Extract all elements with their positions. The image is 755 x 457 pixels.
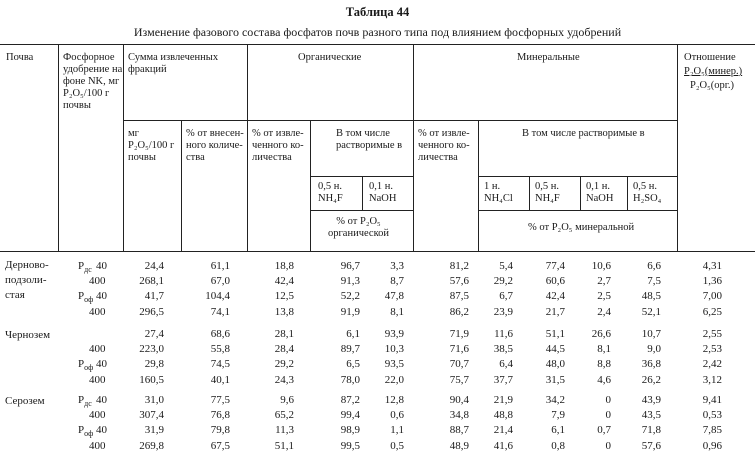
- table-cell: 0,6: [390, 409, 404, 422]
- table-cell: 51,1: [545, 328, 565, 340]
- table-cell: 18,8: [274, 260, 294, 272]
- table-cell: 21,4: [493, 424, 513, 437]
- table-cell: 2,5: [597, 290, 611, 303]
- table-cell: 6,25: [702, 305, 722, 318]
- table-cell: 99,5: [340, 439, 360, 452]
- fertilizer-dose: 40: [96, 290, 107, 303]
- table-cell: 29,8: [144, 358, 164, 371]
- fertilizer-type: оф: [84, 295, 94, 305]
- fertilizer-type: оф: [84, 429, 94, 439]
- header-min-h2so4: 0,5 н. H₂SO₄: [633, 181, 662, 204]
- col-line-6: [362, 176, 363, 210]
- table-cell: 87,5: [449, 290, 469, 303]
- fertilizer-letter: P: [78, 260, 85, 272]
- table-cell: 0,5: [390, 439, 404, 452]
- table-cell: 77,5: [210, 394, 230, 406]
- header-org-nh4f: 0,5 н. NH₄F: [318, 181, 343, 204]
- col-line-9: [529, 176, 530, 210]
- table-cell: 91,9: [340, 305, 360, 318]
- table-cell: 76,8: [210, 409, 230, 422]
- table-cell: 47,8: [384, 290, 404, 303]
- table-cell: 13,8: [274, 305, 294, 318]
- header-mg: мг P₂O₅/100 г почвы: [128, 128, 175, 163]
- fertilizer-form: [78, 260, 92, 274]
- table-cell: 0,7: [597, 424, 611, 437]
- table-cell: 57,6: [641, 439, 661, 452]
- table-cell: 36,8: [641, 358, 661, 371]
- table-cell: 71,8: [641, 424, 661, 437]
- rule-min-sub: [478, 176, 677, 177]
- table-cell: 43,9: [641, 394, 661, 406]
- col-line-4: [247, 44, 248, 251]
- table-cell: 88,7: [449, 424, 469, 437]
- table-cell: 22,0: [384, 373, 404, 386]
- table-cell: 37,7: [493, 373, 513, 386]
- table-cell: 6,1: [551, 424, 565, 437]
- table-cell: 31,9: [144, 424, 164, 437]
- header-min-incl-soluble: В том числе растворимые в: [522, 128, 645, 139]
- table-cell: 70,7: [449, 358, 469, 371]
- table-title: Изменение фазового состава фосфатов почв разного типа под влиянием фосфорных удобрений: [133, 25, 622, 39]
- table-cell: 24,4: [144, 260, 164, 272]
- soil-name: Чернозем: [5, 329, 51, 341]
- table-cell: 11,3: [275, 424, 294, 437]
- header-min-pct-extracted: % от извле- ченного ко- личества: [418, 128, 470, 163]
- table-cell: 98,9: [340, 424, 360, 437]
- table-cell: 34,8: [449, 409, 469, 422]
- table-cell: 71,9: [449, 328, 469, 340]
- table-cell: 2,53: [702, 343, 722, 356]
- table-cell: 6,5: [346, 358, 360, 371]
- fertilizer-dose: 40: [96, 260, 107, 272]
- fertilizer-dose: 400: [89, 275, 106, 288]
- table-cell: 42,4: [274, 275, 294, 288]
- table-cell: 48,0: [545, 358, 565, 371]
- table-cell: 4,31: [702, 260, 722, 272]
- table-cell: 71,6: [449, 343, 469, 356]
- table-cell: 7,5: [647, 275, 661, 288]
- table-cell: 74,5: [210, 358, 230, 371]
- table-cell: 2,7: [597, 275, 611, 288]
- table-cell: 0: [605, 409, 611, 422]
- header-pct-applied: % от внесен- ного количе- ства: [186, 128, 244, 163]
- table-cell: 41,6: [493, 439, 513, 452]
- col-line-10: [580, 176, 581, 210]
- table-cell: 4,6: [597, 373, 611, 386]
- header-sum-fractions: Сумма извлеченных фракций: [128, 52, 219, 75]
- table-label: Таблица 44: [345, 5, 410, 19]
- header-ratio-label: Отношение: [684, 52, 736, 63]
- table-cell: 104,4: [205, 290, 230, 303]
- header-min-pct-of: % от P₂O₅ минеральной: [528, 222, 635, 233]
- table-cell: 77,4: [545, 260, 565, 272]
- fertilizer-dose: 400: [89, 409, 106, 422]
- col-line-7: [413, 44, 414, 251]
- table-cell: 96,7: [340, 260, 360, 272]
- col-line-3: [181, 120, 182, 251]
- table-cell: 10,3: [384, 343, 404, 356]
- table-cell: 21,9: [493, 394, 513, 406]
- table-cell: 2,4: [597, 305, 611, 318]
- table-cell: 99,4: [340, 409, 360, 422]
- header-min-nh4f: 0,5 н. NH₄F: [535, 181, 560, 204]
- table-cell: 11,6: [494, 328, 513, 340]
- header-ratio-numerator: P₂O₅(минер.): [684, 66, 743, 77]
- table-cell: 3,12: [702, 373, 722, 386]
- fertilizer-type: дс: [84, 265, 92, 275]
- rule-org-reagents: [310, 210, 413, 211]
- table-cell: 52,1: [641, 305, 661, 318]
- table-cell: 65,2: [274, 409, 294, 422]
- fertilizer-dose: 40: [96, 394, 107, 406]
- table-cell: 10,7: [641, 328, 661, 340]
- table-cell: 51,1: [274, 439, 294, 452]
- soil-name: Серозем: [5, 395, 45, 407]
- table-cell: 41,7: [144, 290, 164, 303]
- table-cell: 12,5: [274, 290, 294, 303]
- table-cell: 3,3: [390, 260, 404, 272]
- col-line-8: [478, 120, 479, 251]
- table-cell: 6,4: [499, 358, 513, 371]
- fertilizer-dose: 400: [89, 373, 106, 386]
- table-cell: 0: [605, 394, 611, 406]
- table-cell: 6,7: [499, 290, 513, 303]
- table-cell: 44,5: [545, 343, 565, 356]
- table-cell: 9,41: [702, 394, 722, 406]
- rule-header-bottom: [0, 251, 755, 252]
- table-cell: 268,1: [139, 275, 164, 288]
- rule-top: [0, 44, 755, 45]
- table-cell: 0: [605, 439, 611, 452]
- table-cell: 38,5: [493, 343, 513, 356]
- table-cell: 307,4: [139, 409, 164, 422]
- table-cell: 296,5: [139, 305, 164, 318]
- fertilizer-type: оф: [84, 363, 94, 373]
- soil-name: Дерново- подзоли- стая: [5, 259, 49, 301]
- table-cell: 160,5: [139, 373, 164, 386]
- col-line-1: [58, 44, 59, 251]
- table-cell: 7,85: [702, 424, 722, 437]
- header-org-pct-extracted: % от извле- ченного ко- личества: [252, 128, 304, 163]
- fertilizer-dose: 400: [89, 343, 106, 356]
- fertilizer-letter: P: [78, 290, 85, 303]
- table-cell: 1,36: [702, 275, 722, 288]
- table-cell: 23,9: [493, 305, 513, 318]
- table-cell: 34,2: [545, 394, 565, 406]
- table-cell: 31,5: [545, 373, 565, 386]
- col-line-5: [310, 120, 311, 251]
- table-cell: 42,4: [545, 290, 565, 303]
- col-line-2: [123, 44, 124, 251]
- table-cell: 6,6: [647, 260, 661, 272]
- table-cell: 12,8: [384, 394, 404, 406]
- table-cell: 43,5: [641, 409, 661, 422]
- table-cell: 79,8: [210, 424, 230, 437]
- table-cell: 67,5: [210, 439, 230, 452]
- rule-min-reagents: [478, 210, 677, 211]
- header-org-naoh: 0,1 н. NaOH: [369, 181, 397, 204]
- table-cell: 7,00: [702, 290, 722, 303]
- table-cell: 26,2: [641, 373, 661, 386]
- fertilizer-letter: P: [78, 424, 85, 437]
- table-cell: 78,0: [340, 373, 360, 386]
- table-cell: 89,7: [340, 343, 360, 356]
- header-min-naoh: 0,1 н. NaOH: [586, 181, 614, 204]
- header-org-pct-of: % от P₂O₅ органической: [328, 216, 390, 239]
- header-organic: Органические: [298, 52, 362, 63]
- header-soil: Почва: [6, 52, 34, 63]
- table-cell: 29,2: [274, 358, 294, 371]
- table-cell: 5,4: [499, 260, 513, 272]
- table-cell: 93,9: [384, 328, 404, 340]
- table-cell: 28,1: [274, 328, 294, 340]
- table-cell: 67,0: [210, 275, 230, 288]
- col-line-11: [627, 176, 628, 210]
- header-fertilizer: Фосфорное удобрение на фоне NK, мг P₂O₅/100 г почвы: [63, 52, 123, 111]
- table-cell: 6,1: [346, 328, 360, 340]
- table-cell: 48,5: [641, 290, 661, 303]
- table-cell: 93,5: [384, 358, 404, 371]
- fertilizer-form: [78, 290, 93, 304]
- table-cell: 8,1: [597, 343, 611, 356]
- table-cell: 2,42: [702, 358, 722, 371]
- header-ratio-denominator: P₂O₅(орг.): [690, 80, 734, 91]
- table-cell: 81,2: [449, 260, 469, 272]
- table-cell: 90,4: [449, 394, 469, 406]
- table-cell: 91,3: [340, 275, 360, 288]
- table-cell: 48,8: [493, 409, 513, 422]
- col-line-12: [677, 44, 678, 251]
- table-cell: 2,55: [702, 328, 722, 340]
- table-cell: 48,9: [449, 439, 469, 452]
- table-cell: 10,6: [591, 260, 611, 272]
- header-mineral: Минеральные: [517, 52, 580, 63]
- fertilizer-letter: P: [78, 394, 85, 406]
- table-cell: 87,2: [340, 394, 360, 406]
- table-cell: 27,4: [144, 328, 164, 340]
- table-cell: 86,2: [449, 305, 469, 318]
- table-cell: 29,2: [493, 275, 513, 288]
- table-cell: 55,8: [210, 343, 230, 356]
- fertilizer-dose: 400: [89, 305, 106, 318]
- table-cell: 21,7: [545, 305, 565, 318]
- fertilizer-form: [78, 394, 92, 408]
- table-cell: 9,6: [280, 394, 294, 406]
- fertilizer-form: [78, 424, 93, 438]
- fertilizer-type: дс: [84, 399, 92, 409]
- fertilizer-letter: P: [78, 358, 85, 371]
- table-cell: 223,0: [139, 343, 164, 356]
- header-org-incl-soluble: В том числе растворимые в: [336, 128, 403, 151]
- table-cell: 8,1: [390, 305, 404, 318]
- table-cell: 28,4: [274, 343, 294, 356]
- table-cell: 269,8: [139, 439, 164, 452]
- table-cell: 75,7: [449, 373, 469, 386]
- table-cell: 26,6: [591, 328, 611, 340]
- table-cell: 68,6: [210, 328, 230, 340]
- fertilizer-dose: 400: [89, 439, 106, 452]
- table-cell: 8,7: [390, 275, 404, 288]
- table-cell: 31,0: [144, 394, 164, 406]
- table-cell: 8,8: [597, 358, 611, 371]
- table-cell: 9,0: [647, 343, 661, 356]
- table-cell: 74,1: [210, 305, 230, 318]
- fertilizer-dose: 40: [96, 424, 107, 437]
- table-cell: 52,2: [340, 290, 360, 303]
- table-cell: 40,1: [210, 373, 230, 386]
- table-cell: 24,3: [274, 373, 294, 386]
- table-cell: 0,53: [702, 409, 722, 422]
- table-cell: 57,6: [449, 275, 469, 288]
- table-cell: 0,8: [551, 439, 565, 452]
- table-cell: 7,9: [551, 409, 565, 422]
- table-cell: 60,6: [545, 275, 565, 288]
- header-min-nh4cl: 1 н. NH₄Cl: [484, 181, 513, 204]
- table-cell: 1,1: [390, 424, 404, 437]
- fertilizer-form: [78, 358, 93, 372]
- table-cell: 61,1: [210, 260, 230, 272]
- phosphate-table: [0, 44, 755, 456]
- fertilizer-dose: 40: [96, 358, 107, 371]
- rule-under-groups: [123, 120, 677, 121]
- table-cell: 0,96: [702, 439, 722, 452]
